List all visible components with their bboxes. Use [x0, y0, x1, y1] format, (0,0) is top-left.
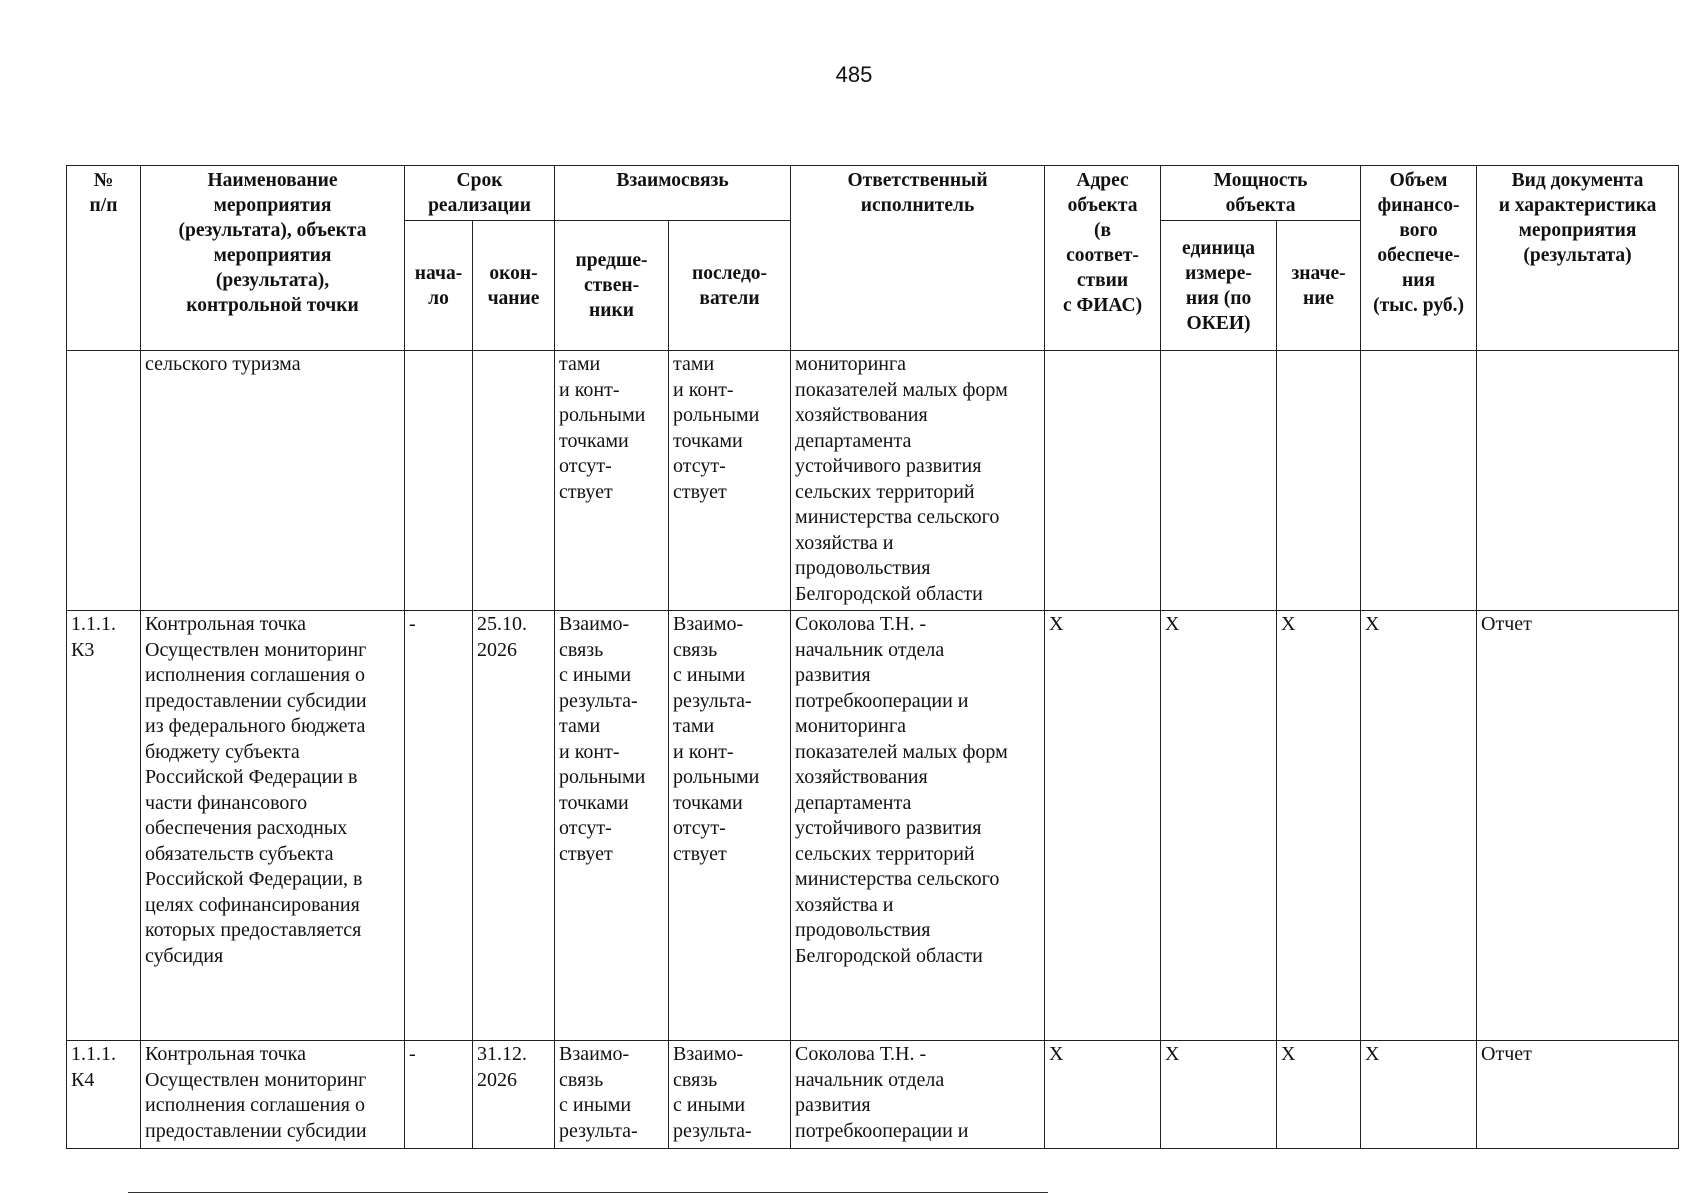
table-row — [67, 1041, 1679, 1149]
cell-finance: X — [1361, 1041, 1477, 1149]
cell-address — [1045, 351, 1161, 611]
cell-unit: X — [1161, 611, 1277, 1041]
header-address: Адрес объекта (в соответ- ствии с ФИАС) — [1045, 166, 1161, 351]
cell-next: Взаимо- связь с иными результа- тами и конт- рольными точками отсут- ствует — [669, 611, 791, 1041]
header-responsible: Ответственный исполнитель — [791, 166, 1045, 351]
cell-value: X — [1277, 611, 1361, 1041]
cell-doc: Отчет — [1477, 611, 1679, 1041]
table-row — [67, 351, 1679, 611]
cell-end: 31.12. 2026 — [473, 1041, 555, 1149]
cell-name: сельского туризма — [141, 351, 405, 611]
plan-table — [66, 165, 1679, 1149]
cell-num: 1.1.1. К4 — [67, 1041, 141, 1149]
header-num: № п/п — [67, 166, 141, 351]
header-cap-unit: единица измере- ния (по ОКЕИ) — [1161, 221, 1277, 351]
cell-address: X — [1045, 1041, 1161, 1149]
cell-finance — [1361, 351, 1477, 611]
cell-start: - — [405, 611, 473, 1041]
cell-address: X — [1045, 611, 1161, 1041]
cell-end: 25.10. 2026 — [473, 611, 555, 1041]
cell-num — [67, 351, 141, 611]
cell-next: тами и конт- рольными точками отсут- ствует — [669, 351, 791, 611]
header-term-start: нача- ло — [405, 221, 473, 351]
cell-prev: Взаимо- связь с иными результа- — [555, 1041, 669, 1149]
header-cap-value: значе- ние — [1277, 221, 1361, 351]
cell-name: Контрольная точка Осуществлен мониторинг исполнения соглашения о предоставлении субсидии — [141, 1041, 405, 1149]
cell-value — [1277, 351, 1361, 611]
cell-unit: X — [1161, 1041, 1277, 1149]
header-link-next: последо- ватели — [669, 221, 791, 351]
cell-unit — [1161, 351, 1277, 611]
cell-doc — [1477, 351, 1679, 611]
header-link-prev: предше- ствен- ники — [555, 221, 669, 351]
cell-num: 1.1.1. К3 — [67, 611, 141, 1041]
cell-responsible: Соколова Т.Н. - начальник отдела развития потребкооперации и — [791, 1041, 1045, 1149]
table-row — [67, 611, 1679, 1041]
cell-name: Контрольная точка Осуществлен мониторинг исполнения соглашения о предоставлении субсидии из федерального бюджета бюджету субъекта Российской Федерации в части финансового обеспечения расходных обязательств субъекта Российской Федерации, в целях софинансирования которых предоставляется субсидия — [141, 611, 405, 1041]
header-name: Наименование мероприятия (результата), объекта мероприятия (результата), контрольной точки — [141, 166, 405, 351]
header-term-end: окон- чание — [473, 221, 555, 351]
cell-responsible: Соколова Т.Н. - начальник отдела развития потребкооперации и мониторинга показателей малых форм хозяйствования департамента устойчивого развития сельских территорий министерства сельского хозяйства и продовольствия Белгородской области — [791, 611, 1045, 1041]
cell-end — [473, 351, 555, 611]
header-capacity: Мощность объекта — [1161, 166, 1361, 221]
cell-start: - — [405, 1041, 473, 1149]
cell-finance: X — [1361, 611, 1477, 1041]
cell-value: X — [1277, 1041, 1361, 1149]
cell-next: Взаимо- связь с иными результа- — [669, 1041, 791, 1149]
header-doc: Вид документа и характеристика мероприятия (результата) — [1477, 166, 1679, 351]
cell-start — [405, 351, 473, 611]
cell-prev: Взаимо- связь с иными результа- тами и конт- рольными точками отсут- ствует — [555, 611, 669, 1041]
cell-prev: тами и конт- рольными точками отсут- ствует — [555, 351, 669, 611]
footer-divider — [128, 1192, 1048, 1193]
header-finance: Объем финансо- вого обеспече- ния (тыс. руб.) — [1361, 166, 1477, 351]
page-number: 485 — [835, 62, 873, 87]
header-term: Срок реализации — [405, 166, 555, 221]
header-link: Взаимосвязь — [555, 166, 791, 221]
cell-responsible: мониторинга показателей малых форм хозяйствования департамента устойчивого развития сельских территорий министерства сельского хозяйства и продовольствия Белгородской области — [791, 351, 1045, 611]
cell-doc: Отчет — [1477, 1041, 1679, 1149]
